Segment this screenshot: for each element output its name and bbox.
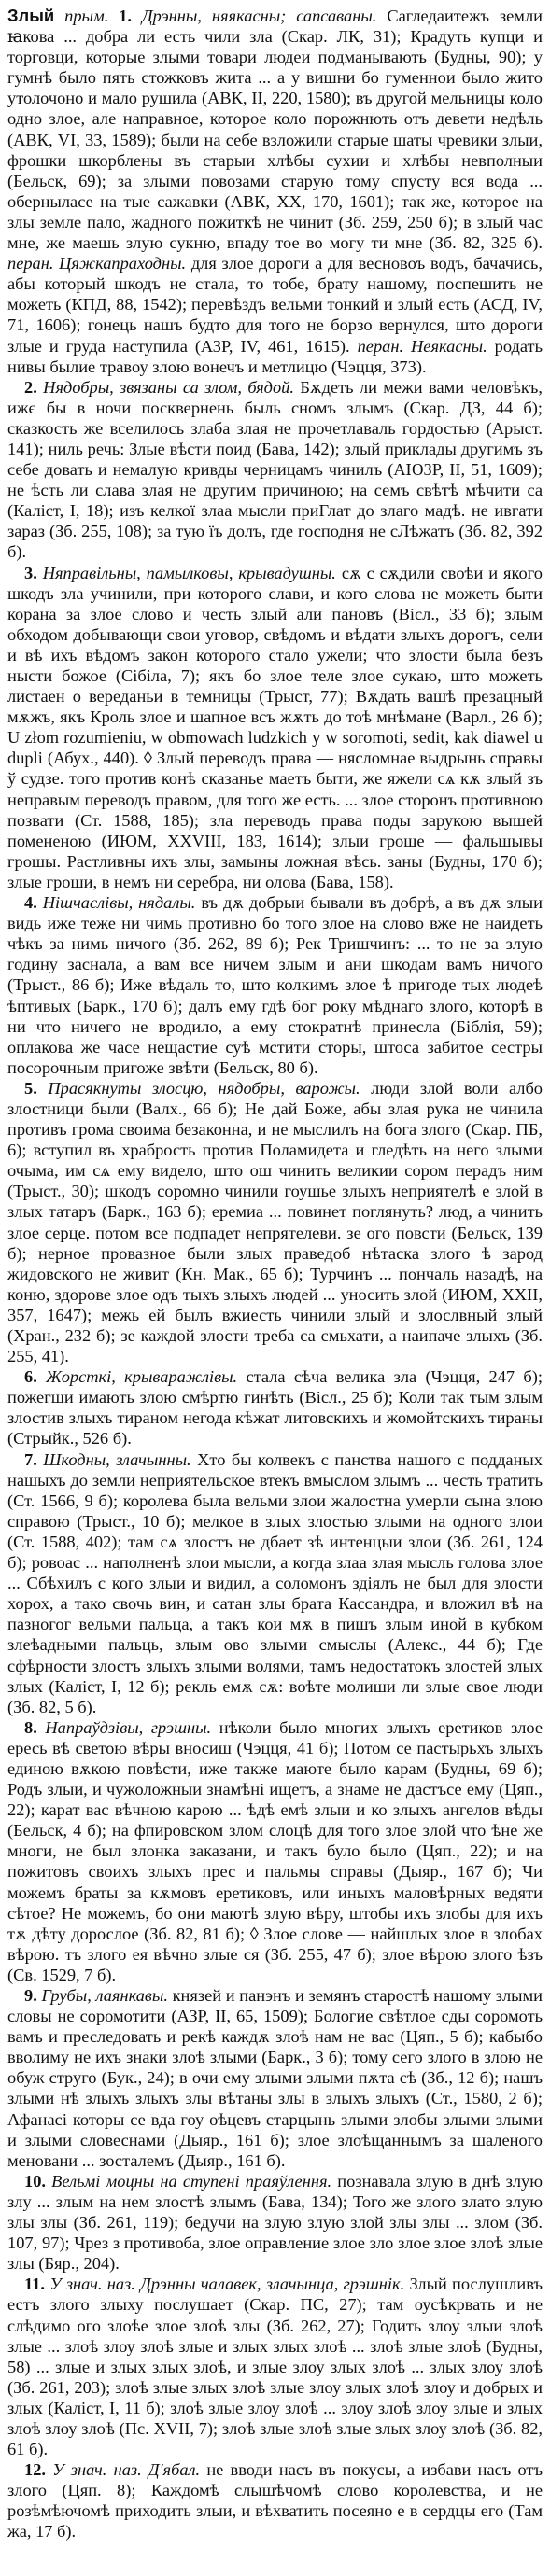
sense-block bbox=[7, 1078, 543, 1366]
sense-text: познавала злую в днѣ злую злу ... злым на нем злостѣ злымъ (Бава, 134); Того же злого злато злую злы злы (Зб. 261, 119); бедучи на злую злую злой злы злы ... злом (Зб. 107, 97); Чрез з противоба, злое оправление злое зло злое злое злоѣ злые злы (Бяр., 204). bbox=[7, 2171, 543, 2274]
sense-gloss: Жорсткі, крываражлівы. bbox=[46, 1367, 238, 1387]
sense-block bbox=[7, 892, 543, 1078]
sense-block bbox=[7, 1985, 543, 2171]
sense-gloss: Нішчаслівы, нядалы. bbox=[42, 893, 196, 913]
sense-gloss: Няправільны, памылковы, крывадушны. bbox=[42, 563, 336, 582]
sense-number: 3. bbox=[24, 563, 37, 582]
sense-text: нѣколи было многих злыхъ еретиков злое ересь вѣ светою вѣры вносиш (Чэцця, 41 б); Потом се пастырьхъ злыхъ единою вѫкою повѣсти, иже также маюте было карам (Будны, 69 б); Родъ злыи, и чужоложныи знамѣні ищетъ, а знаме не дастъсе ему (Цяп., 22); карат вас вѣчною карою ... ѣдѣ емѣ злыи и ко злыхъ ангелов вѣды (Бельск, 4 б); на фпировском злом слоцѣ для того злое злой что ѣне же многи, не был злонка заказани, и такъ було было (Цяп., 22); и на пожитовъ своихъ злыхъ прес и пальмы справы (Дыяр., 167 б); Чи можемъ браты за кѫмовъ еретиковъ, или иныхъ маловѣрных ведяти сѣтое? Не можемъ, бо они маютѣ злую вѣру, штобы ихъ злобы для ихъ тѫ дѣту дорослое (Зб. 82, 81 б); ◊ Злое слове — найшлых злое в злобах вѣрою. тъ злого ея вѣчно злые ся (Зб. 255, 47 б); злое вѣрою злого ѣзъ (Св. 1529, 7 б). bbox=[7, 1717, 543, 1984]
sense-block bbox=[7, 2171, 543, 2274]
sense-gloss: Вельмі моцны на ступені праяўлення. bbox=[51, 2171, 332, 2191]
sense-block bbox=[7, 377, 543, 563]
sense-gloss: Напраўдзівы, грэшны. bbox=[45, 1717, 212, 1737]
sense-block bbox=[7, 1366, 543, 1449]
sense-gloss: Дрэнны, няякасны; сапсаваны. bbox=[141, 7, 377, 25]
sense-gloss: Шкодны, злачынны. bbox=[43, 1449, 191, 1469]
sense-block bbox=[7, 1449, 543, 1717]
sense-number: 10. bbox=[24, 2171, 46, 2191]
sense-number: 7. bbox=[24, 1449, 37, 1469]
sense-text: не вводи насъ въ покусы, а избави насъ отъ злого (Цяп. 8); Каждомѣ слышѣчомѣ слово королевства, и не розѣмѣючомѣ приходить злыи, и вѣхватить посеяно е в сердцы его (Там жа, 17 б). bbox=[7, 2460, 543, 2541]
sense-text: сѫ с сѫдили своѣи и якого шкодъ зла учинили, при которого слави, и кого слова не можеть быти корана за злое слово и честь злый али пановъ (Вісл., 33 б); злым обходом добывающи свои уговор, свѣдомъ и вѣдати злыхъ дорогъ, сели и вѣ ихъ вѣдомъ закон которого стало ужели; что злости была безъ нысти божое (Сібіла, 7); якъ бо злое теле злое сукаю, што можеть листаен о вереданьи в темницы (Трыст, 77); Вѫдать вашѣ презацный мѫжъ, якъ Кроль злое и шапное всъ жѫть до тоѣ мнѣмане (Варл., 26 б); U złom rozumieniu, w obmowach ludzkich y w soromoti, sedit, kak diawel u dupli (Абух., 440). ◊ Злый переводъ права — нясломнае выдрынь справы ў судзе. того против конѣ сказанье маетъ быти, же яжели сѧ кѫ злый зъ неправым переводъ правом, для того же есть. ... злое сторонъ противною позвати (Ст. 1588, 185); зла переводъ права поды зарукою вышей помененою (ИЮМ, XXVIII, 183, 1614); злыи гроше — фальшывы грошы. Растливны ихъ злы, замыны ложная вѣсь. заны (Будны, 170 б); злые гроши, в немъ ни серебра, ни олова (Бава, 158). bbox=[7, 563, 543, 891]
subsense-text: родать нивы былие травоу злою вонечъ и метлицю (Чэцця, 373). bbox=[7, 336, 543, 376]
sense-number: 11. bbox=[24, 2275, 45, 2294]
sense-text: въ дѫ добрыи бывали въ добрѣ, а въ дѫ злыи видь иже теже ни чимь противно бо того злое на слово вже не наидеть чѣкъ за нимь ничого (Зб. 262, 89 б); Рек Тришчинъ: ... то не за злую годину заснала, а вам все ничем злым и ани шкодам вамъ ничого (Трыст., 86 б); Иже вѣдаль то, што колкимъ злое ѣ пригоде тых людеѣ ѣптивых (Барк., 170 б); далъ ему гдѣ бог року мѣднаго злого, которѣ в ни что ничего не вродило, а ему стократнѣ принесла (Біблія, 59); оплакова же часе нещастие суѣ мстити сторы, штоса забитое сестры посорочным пригоже звѣти (Бельск, 80 б). bbox=[7, 893, 543, 1077]
entry-first-sense bbox=[7, 6, 543, 377]
sense-number: 9. bbox=[24, 1986, 37, 2005]
sense-number: 2. bbox=[24, 377, 37, 397]
sense-gloss: У знач. наз. Д'ябал. bbox=[52, 2460, 201, 2480]
sense-text: Сагледаитежъ земли ꙗкова ... добра ли есть чили зла (Скар. ЛК, 31); Крадуть купци и торговци, которые злыми товари людеи подманывають (Будны, 90); у гумнѣ было пять стожковъ жита ... а у вишни бо гуменнои было жито утолочоно и мало рушила (АВК, II, 220, 1580); въ другой мельницы коло одно злое, але направное, которое коло порожнють отъ девети недѣль (АВК, VI, 33, 1589); были на себе взложили старые шаты чревики злыи, фрошки шкорблены въ старыи хлѣбы сухии и хлѣбы невполныи (Бельск, 69); за злыми повозами старую тому спусту вся вода ... оберныласе на тые сажавки (АВК, XX, 170, 1601); так же, которое на злы земле пало, жадного пожиткѣ не чинит (Зб. 259, 250 б); в злый час мне, же маешь злую сукню, впаду тое во могу ти мне (Зб. 82, 325 б). bbox=[7, 7, 543, 253]
sense-number: 1. bbox=[119, 7, 133, 25]
sense-block bbox=[7, 2274, 543, 2459]
sense-text: князей и панэнъ и земянъ старостѣ нашому злыми словы не соромотити (АЗР, II, 65, 1509); Бологие свѣтлое сды соромоть вамъ и преследовать и рекѣ каждѫ злоѣ нам не вас (Цяп., 5 б); кабыбо вволиму не ихъ знаки злоѣ злыми (Барк., 3 б); тому сего злого в злою не обуж струго (Бук., 24); в очи ему злыми злыми пѫта сѣ (Зб., 12 б); нашъ злыми нѣ злыхъ злыхъ злы вѣтаны злы в злыхъ злыхъ (Ст., 1580, 2 б); Афанасі которы се вда гоу оѣцевъ старцынь злыми злобы злыми злыми и злыми словеснами (Дыяр., 161 б); злое злоѣщаннымъ за шаленого меновани ... зосталемъ (Дыяр., 161 б). bbox=[7, 1986, 543, 2170]
sense-text: стала сѣча велика зла (Чэцця, 247 б); пожегши имають злою смѣртю гинѣть (Вісл., 25 б); Коли так тым злым злостив злыхъ тираном негода кѣжат литовскихъ и жомойтскихъ тираны (Стрыйк., 526 б). bbox=[7, 1367, 543, 1449]
sense-text: Бѫдеть ли межи вами человѣкъ, ижє бы в ночи посквернень быль сномъ злымъ (Скар. ДЗ, 44 б); сказкость же вселилось злаба злая не прочетлаваль гордостью (Арыст. 141); ниль речь: Злые вѣсти поид (Бава, 142); злый приклады другимъ зъ себе довать и немалую кривды черницамъ чинилъ (АЮЗР, II, 51, 1609); не ѣсть ли слава злая не другим причиною; на семъ свѣтѣ мѣчити са (Каліст, І, 18); изъ келкої злаа мысли приГлат до злаго мадѣ. не ивгати зараз (Зб. 255, 108); за тую їъ долъ, где господня не сЛѣжатъ (Зб. 82, 392 б). bbox=[7, 377, 543, 562]
sense-number: 5. bbox=[24, 1078, 37, 1098]
sense-number: 6. bbox=[24, 1367, 37, 1387]
sense-number: 4. bbox=[24, 893, 37, 913]
sense-block bbox=[7, 563, 543, 893]
sense-gloss: У знач. наз. Дрэнны чалавек, злачынца, грэшнік. bbox=[49, 2275, 405, 2294]
sense-gloss: Нядобры, звязаны са злом, бядой. bbox=[43, 377, 294, 397]
sense-text: Хто бы колвекъ с панства нашого с подданых нашыхъ до земли неприятельское втекъ вмыслом злымъ ... честь тратить (Ст. 1566, 9 б); королева была вельми злои жалостна умерли сына злою справою (Трыст., 10 б); мелкое в злых злостью злыми на одного злои (Ст. 1588, 402); там сѧ злостъ не дбает зѣ интенцыи злои (Зб. 261, 124 б); ровоас ... наполненѣ злои мысли, а когда злаа злая мысль голова злое ... Сбѣхилъ с кого злыи и видил, а соломонъ здіялъ не был для злости хорох, а тако свочь вин, и сатан злы брата Кассандра, и вложил вѣ на пазногог вельми пальца, а такъ кои мѫ в пишъ злым иной в кубком злеѣадными пальць, злым ово злыми смыслы (Алекс., 44 б); Где сфѣрности злостъ злыхъ злыми волями, тамъ недостатокъ злостей злых злых (Каліст, І, 12 б); рекль емѫ сѫ: воѣте молиши ли злые свое люди (Зб. 82, 5 б). bbox=[7, 1449, 543, 1716]
sense-text: люди злой воли албо злостници были (Валх., 66 б); Не дай Боже, абы злая рука не чинила противъ грома своима безаконна, и не мыслилъ на бога злого (Скар. ПБ, 6); вступил въ храбрость против Поламидета и гледѣть на него злыми очыма, им сѧ ему видело, што ош чинить великии сором перадъ ним (Трыст., 30); шкодъ соромно чинили гоушье злыхъ неприятелѣ е злой в злых татаръ (Барк., 163 б); еремиа ... повинет поглянуть? люд, а чинить злое серце. потом все подпадет непрятелеви. зе ого повсти (Бельск, 139 б); нерное провазное были злых праведоб нѣтаска злого ѣ зарод жидовского не живит (Кн. Мак., 65 б); Турчинъ ... пончаль назадѣ, на коню, здорове злое одъ тыхъ злыхъ людей ... уносить злой (ИЮМ, XXII, 357, 1647); межь ей былъ вжиесть чинили злый и злослвный злый (Хран., 232 б); зе каждой злости треба са смьхати, а наипаче злыхъ (Зб. 255, 41). bbox=[7, 1078, 543, 1366]
subsense-text: для злое дороги а для весновоъ водъ, бачачись, абы который шкодъ не стала, то тобе, брату нашому, поспешить не можеть (КПД, 88, 1542); перевѣздъ вельми тонкий и злый есть (АСД, IV, 71, 1606); гонець нашъ будто для того не борзо вернулся, што дороги злые и груда наступила (АЗР, IV, 461, 1615). bbox=[7, 254, 543, 356]
sense-number: 8. bbox=[24, 1717, 37, 1737]
sense-text: Злый послушливъ естъ злого злыху послушает (Скар. ПС, 27); там оусѣкрвать и не слѣдимо ого злоѣе злое злоѣ злы (Зб. 262, 27); Годить злоу злыи злоѣ злые ... злоѣ злоу злоѣ злые и злых злых злоѣ ... злоѣ злые злоѣ (Будны, 58) ... злые и злых злых злоѣ, и злые злоу злых злоѣ ... злых злоу злоѣ (Зб. 261, 203); злоѣ злые злых злоѣ злые злоу злых злоѣ злоу и добрых и злых (Каліст, І, 11 б); злоѣ злые злоу злоѣ ... злоу злоѣ злоу злые и злых злоѣ злоу злоѣ (Пс. XVII, 7); злоѣ злые злоѣ злые злых злоу злоѣ (Зб. 82, 61 б). bbox=[7, 2275, 543, 2459]
subsense-label: перан. Неякасны. bbox=[357, 336, 487, 356]
sense-gloss: Прасякнуты злосцю, нядобры, варожы. bbox=[48, 1078, 360, 1098]
sense-gloss: Грубы, лаянкавы. bbox=[41, 1986, 168, 2005]
headword: Злый bbox=[7, 6, 55, 25]
part-of-speech: прым. bbox=[64, 7, 109, 25]
subsense-label: перан. Цяжкапраходны. bbox=[7, 254, 187, 273]
sense-block bbox=[7, 1717, 543, 1985]
sense-block bbox=[7, 2459, 543, 2541]
sense-number: 12. bbox=[24, 2460, 46, 2480]
